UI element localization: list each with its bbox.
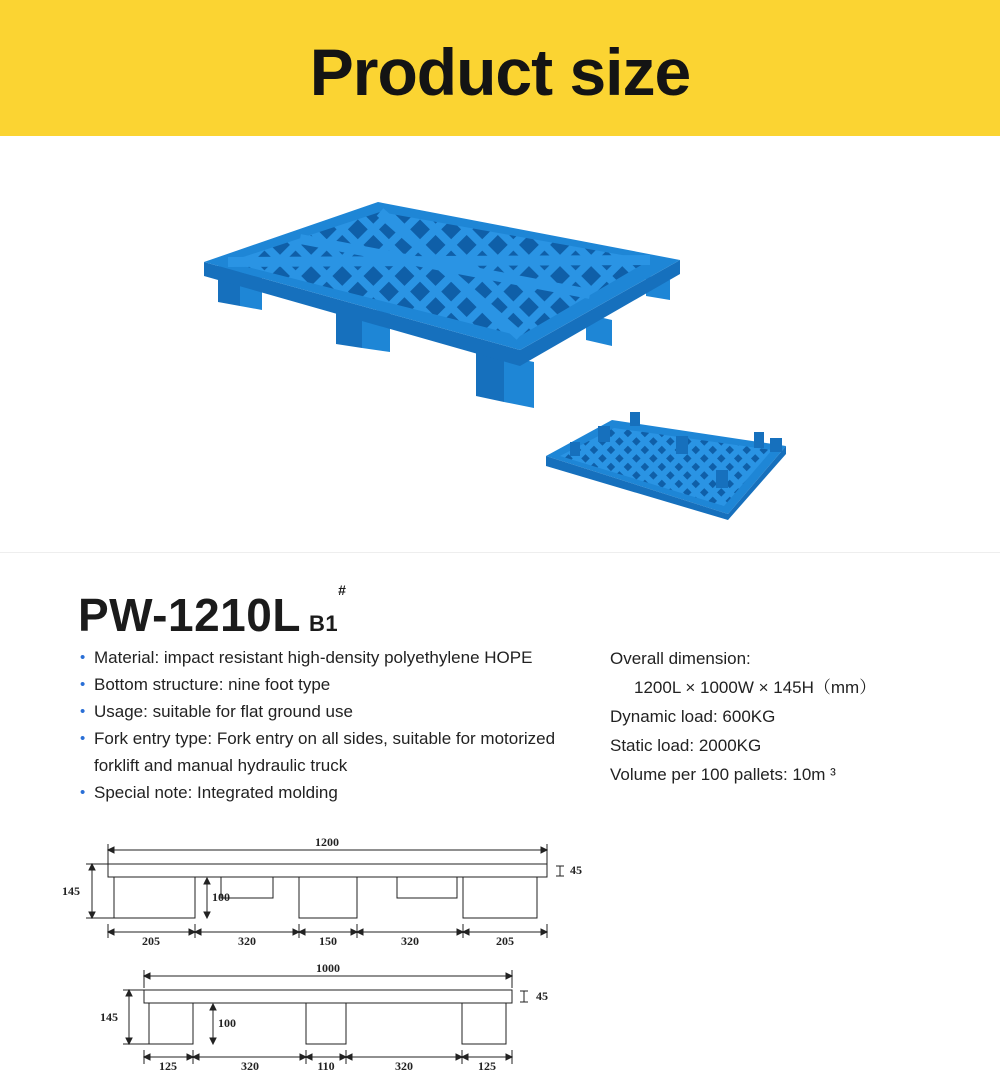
width-segment-label: 110 (317, 1059, 335, 1073)
length-height-label: 145 (62, 884, 80, 898)
model-number (78, 582, 347, 642)
model-mark: # (338, 582, 347, 598)
length-segment-label: 205 (496, 934, 514, 948)
length-foot-label: 100 (212, 890, 230, 904)
width-height-label: 145 (100, 1010, 118, 1024)
spec-dimension-label: Overall dimension: (610, 649, 751, 668)
length-segment-label: 150 (319, 934, 337, 948)
feature-material: • Material: impact resistant high-density polyethylene HOPE (80, 644, 590, 671)
spec-dynamic-load: Dynamic load: 600KG (610, 707, 776, 726)
section-divider (0, 552, 1000, 553)
feature-usage: • Usage: suitable for flat ground use (80, 698, 590, 725)
length-overall-label: 1200 (315, 835, 339, 849)
feature-fork-entry: • Fork entry type: Fork entry on all sides, suitable for motorized forklift and manual hydraulic truck (80, 725, 590, 779)
length-segment-label: 205 (142, 934, 160, 948)
model-name: PW-1210L (78, 589, 301, 641)
small-pallet (546, 412, 786, 520)
feature-bottom-structure: • Bottom structure: nine foot type (80, 671, 590, 698)
spec-static-load: Static load: 2000KG (610, 736, 762, 755)
width-segment-label: 320 (395, 1059, 413, 1073)
header-banner (0, 0, 1000, 136)
width-segment-label: 125 (478, 1059, 496, 1073)
width-segment-label: 320 (241, 1059, 259, 1073)
feature-special-note: • Special note: Integrated molding (80, 779, 590, 806)
spec-list (610, 644, 970, 789)
length-segment-label: 320 (238, 934, 256, 948)
width-overall-label: 1000 (316, 961, 340, 975)
model-suffix: B1 (308, 611, 339, 636)
width-segment-label: 125 (159, 1059, 177, 1073)
spec-volume: Volume per 100 pallets: 10m ³ (610, 765, 836, 784)
width-foot-label: 100 (218, 1016, 236, 1030)
dimension-drawing (50, 828, 610, 1078)
pallet-photo (0, 136, 1000, 552)
width-deck-label: 45 (536, 989, 548, 1003)
spec-dimension-value: 1200L × 1000W × 145H（mm） (634, 678, 877, 697)
page-title: Product size (309, 35, 691, 109)
feature-list (80, 644, 590, 806)
length-segment-label: 320 (401, 934, 419, 948)
large-pallet (204, 202, 680, 408)
length-deck-label: 45 (570, 863, 582, 877)
